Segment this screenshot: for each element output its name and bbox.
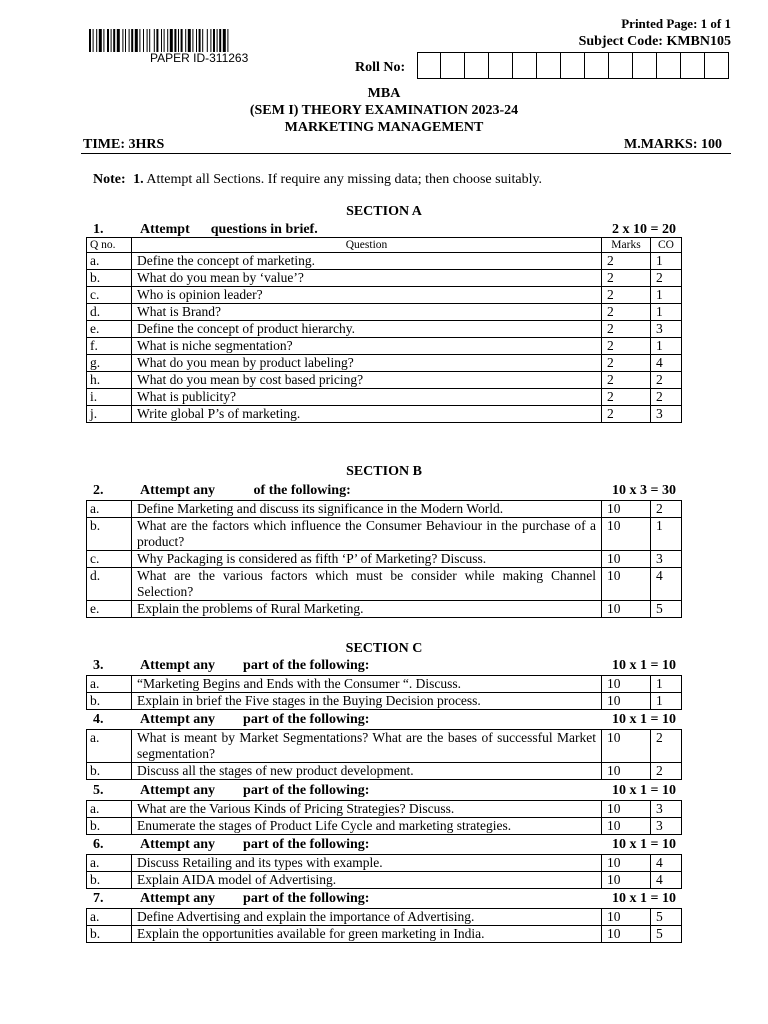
question-label: i. xyxy=(87,389,132,406)
question-marks: 10 x 1 = 10 xyxy=(612,712,676,727)
question-text: Define the concept of product hierarchy. xyxy=(132,321,602,338)
note-text: Attempt all Sections. If require any missing data; then choose suitably. xyxy=(146,172,543,187)
question-text: What do you mean by cost based pricing? xyxy=(132,372,602,389)
barcode-bar xyxy=(199,29,201,52)
barcode-bar xyxy=(107,29,109,52)
barcode-bar xyxy=(93,29,94,52)
question-co-cell: 5 xyxy=(651,601,682,618)
barcode-bar xyxy=(202,29,203,52)
question-text: What is Brand? xyxy=(132,304,602,321)
question-marks-cell: 10 xyxy=(602,730,651,763)
question-text: What do you mean by product labeling? xyxy=(132,355,602,372)
question-5-table xyxy=(86,800,682,835)
question-1-header xyxy=(86,222,682,238)
question-label: c. xyxy=(87,287,132,304)
question-label: a. xyxy=(87,909,132,926)
subject-code: Subject Code: KMBN105 xyxy=(578,34,731,49)
table-row xyxy=(87,568,682,601)
question-marks-cell: 10 xyxy=(602,872,651,889)
question-marks-cell: 10 xyxy=(602,763,651,780)
question-label: d. xyxy=(87,568,132,601)
question-co-cell: 1 xyxy=(651,518,682,551)
question-marks: 10 x 3 = 30 xyxy=(612,483,676,498)
roll-number-box[interactable] xyxy=(538,53,561,78)
barcode-bar xyxy=(223,29,226,52)
program-title: MBA xyxy=(367,86,401,101)
question-marks-cell: 2 xyxy=(602,355,651,372)
question-text: Why Packaging is considered as fifth ‘P’ of Marketing? Discuss. xyxy=(132,551,602,568)
barcode-bar xyxy=(181,29,183,52)
barcode-bar xyxy=(227,29,228,52)
barcode-bar xyxy=(178,29,179,52)
question-7-table xyxy=(86,908,682,943)
question-label: b. xyxy=(87,270,132,287)
question-marks-cell: 10 xyxy=(602,693,651,710)
column-header-question: Question xyxy=(132,238,602,253)
question-marks-cell: 10 xyxy=(602,568,651,601)
question-co-cell: 3 xyxy=(651,818,682,835)
question-instruction: Attempt questions in brief. xyxy=(140,222,318,237)
section-a-table xyxy=(86,237,682,423)
question-3-table xyxy=(86,675,682,710)
question-4-table xyxy=(86,729,682,780)
table-row xyxy=(87,730,682,763)
question-co-cell: 2 xyxy=(651,372,682,389)
question-number: 4. xyxy=(93,712,104,727)
section-b-table xyxy=(86,500,682,618)
question-marks-cell: 2 xyxy=(602,338,651,355)
section-b-title: SECTION B xyxy=(346,464,422,479)
question-marks: 10 x 1 = 10 xyxy=(612,837,676,852)
question-co-cell: 4 xyxy=(651,568,682,601)
barcode-bar xyxy=(113,29,115,52)
roll-number-boxes[interactable] xyxy=(417,52,729,79)
question-co-cell: 2 xyxy=(651,270,682,287)
roll-number-box[interactable] xyxy=(442,53,465,78)
barcode-bar xyxy=(96,29,97,52)
course-title: MARKETING MANAGEMENT xyxy=(284,120,484,135)
question-text: What are the factors which influence the Consumer Behaviour in the purchase of a product? xyxy=(132,518,602,551)
barcode-bar xyxy=(188,29,191,52)
barcode-bar xyxy=(185,29,186,52)
question-co-cell: 1 xyxy=(651,338,682,355)
printed-page: Printed Page: 1 of 1 xyxy=(621,16,731,31)
barcode-bar xyxy=(111,29,112,52)
table-row xyxy=(87,287,682,304)
question-text: What do you mean by ‘value’? xyxy=(132,270,602,287)
barcode-bar xyxy=(156,29,158,52)
question-number: 6. xyxy=(93,837,104,852)
column-header-marks: Marks xyxy=(602,238,651,253)
note-number: 1. xyxy=(133,172,144,187)
question-label: b. xyxy=(87,518,132,551)
question-co-cell: 1 xyxy=(651,693,682,710)
question-co-cell: 5 xyxy=(651,909,682,926)
barcode-bar xyxy=(164,29,165,52)
column-header-qno: Q no. xyxy=(87,238,132,253)
max-marks: M.MARKS: 100 xyxy=(624,137,722,152)
question-5-header xyxy=(86,783,682,799)
question-6-header xyxy=(86,837,682,853)
question-text: “Marketing Begins and Ends with the Consumer “. Discuss. xyxy=(132,676,602,693)
barcode-bar xyxy=(99,29,102,52)
table-row xyxy=(87,253,682,270)
table-row xyxy=(87,355,682,372)
barcode-bar xyxy=(161,29,162,52)
question-marks-cell: 2 xyxy=(602,270,651,287)
question-marks-cell: 2 xyxy=(602,304,651,321)
question-marks: 2 x 10 = 20 xyxy=(612,222,676,237)
question-text: Explain the problems of Rural Marketing. xyxy=(132,601,602,618)
question-7-header xyxy=(86,891,682,907)
question-co-cell: 4 xyxy=(651,355,682,372)
question-co-cell: 1 xyxy=(651,253,682,270)
table-row xyxy=(87,872,682,889)
question-label: e. xyxy=(87,321,132,338)
paper-id: PAPER ID-311263 xyxy=(150,51,249,65)
table-row xyxy=(87,909,682,926)
question-label: e. xyxy=(87,601,132,618)
barcode-bar xyxy=(125,29,126,52)
table-row xyxy=(87,763,682,780)
question-marks: 10 x 1 = 10 xyxy=(612,658,676,673)
note xyxy=(93,172,542,188)
barcode-bar xyxy=(217,29,218,52)
barcode-bar xyxy=(129,29,130,52)
question-marks-cell: 10 xyxy=(602,501,651,518)
table-row xyxy=(87,601,682,618)
question-marks-cell: 2 xyxy=(602,287,651,304)
question-instruction: Attempt any of the following: xyxy=(140,483,351,498)
question-marks-cell: 10 xyxy=(602,518,651,551)
barcode-bar xyxy=(131,29,133,52)
question-text: Explain the opportunities available for green marketing in India. xyxy=(132,926,602,943)
barcode-bar xyxy=(196,29,197,52)
roll-number-box[interactable] xyxy=(466,53,489,78)
question-number: 1. xyxy=(93,222,104,237)
question-number: 2. xyxy=(93,483,104,498)
question-label: g. xyxy=(87,355,132,372)
table-row xyxy=(87,693,682,710)
question-label: b. xyxy=(87,693,132,710)
question-marks-cell: 10 xyxy=(602,926,651,943)
question-marks-cell: 10 xyxy=(602,801,651,818)
column-header-co: CO xyxy=(651,238,682,253)
question-label: b. xyxy=(87,872,132,889)
table-row xyxy=(87,338,682,355)
question-label: h. xyxy=(87,372,132,389)
question-text: What is meant by Market Segmentations? What are the bases of successful Market segmentation? xyxy=(132,730,602,763)
note-label: Note: xyxy=(93,172,126,187)
section-a-title: SECTION A xyxy=(346,204,422,219)
question-instruction: Attempt any part of the following: xyxy=(140,783,370,798)
question-co-cell: 2 xyxy=(651,730,682,763)
table-row xyxy=(87,926,682,943)
question-text: Discuss Retailing and its types with example. xyxy=(132,855,602,872)
question-4-header xyxy=(86,712,682,728)
barcode-bar xyxy=(207,29,208,52)
question-co-cell: 1 xyxy=(651,287,682,304)
table-row xyxy=(87,818,682,835)
question-co-cell: 1 xyxy=(651,304,682,321)
table-row xyxy=(87,551,682,568)
question-co-cell: 2 xyxy=(651,763,682,780)
roll-number-box[interactable] xyxy=(634,53,657,78)
barcode-bar xyxy=(174,29,176,52)
question-marks: 10 x 1 = 10 xyxy=(612,891,676,906)
table-row xyxy=(87,801,682,818)
question-label: a. xyxy=(87,801,132,818)
roll-number-box[interactable] xyxy=(586,53,609,78)
barcode-bar xyxy=(117,29,120,52)
question-text: Explain in brief the Five stages in the Buying Decision process. xyxy=(132,693,602,710)
question-text: Write global P’s of marketing. xyxy=(132,406,602,423)
question-marks-cell: 10 xyxy=(602,551,651,568)
table-row xyxy=(87,389,682,406)
question-instruction: Attempt any part of the following: xyxy=(140,837,370,852)
question-number: 3. xyxy=(93,658,104,673)
exam-title: (SEM I) THEORY EXAMINATION 2023-24 xyxy=(249,103,519,118)
question-label: a. xyxy=(87,253,132,270)
barcode-bar xyxy=(192,29,193,52)
question-text: Define the concept of marketing. xyxy=(132,253,602,270)
question-co-cell: 3 xyxy=(651,406,682,423)
question-label: b. xyxy=(87,763,132,780)
barcode-bar xyxy=(139,29,140,52)
barcode-bar xyxy=(154,29,155,52)
question-text: What are the various factors which must be consider while making Channel Selection? xyxy=(132,568,602,601)
question-text: Define Marketing and discuss its significance in the Modern World. xyxy=(132,501,602,518)
table-row xyxy=(87,321,682,338)
question-text: Enumerate the stages of Product Life Cycle and marketing strategies. xyxy=(132,818,602,835)
barcode-bar xyxy=(170,29,173,52)
question-marks: 10 x 1 = 10 xyxy=(612,783,676,798)
question-marks-cell: 10 xyxy=(602,601,651,618)
roll-number-box[interactable] xyxy=(610,53,633,78)
roll-number-box[interactable] xyxy=(514,53,537,78)
roll-number-box[interactable] xyxy=(418,53,441,78)
question-marks-cell: 2 xyxy=(602,321,651,338)
roll-number-box[interactable] xyxy=(658,53,681,78)
barcode-bar xyxy=(143,29,144,52)
question-label: a. xyxy=(87,855,132,872)
question-marks-cell: 10 xyxy=(602,818,651,835)
table-row xyxy=(87,372,682,389)
table-row xyxy=(87,518,682,551)
roll-number-label: Roll No: xyxy=(355,60,406,75)
roll-number-box[interactable] xyxy=(682,53,705,78)
roll-number-box[interactable] xyxy=(490,53,513,78)
question-co-cell: 4 xyxy=(651,855,682,872)
roll-number-box[interactable] xyxy=(562,53,585,78)
barcode-bar xyxy=(213,29,215,52)
question-text: What are the Various Kinds of Pricing Strategies? Discuss. xyxy=(132,801,602,818)
barcode-bar xyxy=(219,29,221,52)
table-row xyxy=(87,406,682,423)
question-co-cell: 1 xyxy=(651,676,682,693)
question-marks-cell: 2 xyxy=(602,406,651,423)
question-label: f. xyxy=(87,338,132,355)
question-label: a. xyxy=(87,501,132,518)
question-instruction: Attempt any part of the following: xyxy=(140,712,370,727)
question-text: Who is opinion leader? xyxy=(132,287,602,304)
question-label: c. xyxy=(87,551,132,568)
barcode-bar xyxy=(135,29,138,52)
question-marks-cell: 2 xyxy=(602,372,651,389)
section-c-title: SECTION C xyxy=(345,641,423,656)
table-header-row xyxy=(87,238,682,253)
question-co-cell: 2 xyxy=(651,501,682,518)
question-text: Define Advertising and explain the importance of Advertising. xyxy=(132,909,602,926)
barcode xyxy=(89,29,317,52)
question-co-cell: 5 xyxy=(651,926,682,943)
question-label: d. xyxy=(87,304,132,321)
question-text: Explain AIDA model of Advertising. xyxy=(132,872,602,889)
question-co-cell: 3 xyxy=(651,551,682,568)
question-marks-cell: 10 xyxy=(602,909,651,926)
question-number: 5. xyxy=(93,783,104,798)
table-row xyxy=(87,501,682,518)
question-text: What is publicity? xyxy=(132,389,602,406)
barcode-bar xyxy=(167,29,168,52)
question-label: b. xyxy=(87,818,132,835)
question-number: 7. xyxy=(93,891,104,906)
roll-number-box[interactable] xyxy=(706,53,729,78)
barcode-bar xyxy=(103,29,104,52)
table-row xyxy=(87,855,682,872)
barcode-bar xyxy=(210,29,211,52)
question-2-header xyxy=(86,483,682,499)
question-co-cell: 3 xyxy=(651,321,682,338)
question-label: a. xyxy=(87,730,132,763)
question-3-header xyxy=(86,658,682,674)
question-label: b. xyxy=(87,926,132,943)
question-co-cell: 3 xyxy=(651,801,682,818)
question-6-table xyxy=(86,854,682,889)
question-marks-cell: 2 xyxy=(602,253,651,270)
question-instruction: Attempt any part of the following: xyxy=(140,891,370,906)
question-co-cell: 2 xyxy=(651,389,682,406)
barcode-bar xyxy=(89,29,91,52)
question-instruction: Attempt any part of the following: xyxy=(140,658,370,673)
question-marks-cell: 2 xyxy=(602,389,651,406)
question-text: Discuss all the stages of new product development. xyxy=(132,763,602,780)
table-row xyxy=(87,270,682,287)
header-divider xyxy=(81,153,731,154)
exam-time: TIME: 3HRS xyxy=(83,137,165,152)
question-label: a. xyxy=(87,676,132,693)
question-text: What is niche segmentation? xyxy=(132,338,602,355)
barcode-bar xyxy=(147,29,148,52)
question-label: j. xyxy=(87,406,132,423)
barcode-bar xyxy=(122,29,123,52)
question-co-cell: 4 xyxy=(651,872,682,889)
barcode-bar xyxy=(149,29,150,52)
question-marks-cell: 10 xyxy=(602,676,651,693)
table-row xyxy=(87,304,682,321)
question-marks-cell: 10 xyxy=(602,855,651,872)
table-row xyxy=(87,676,682,693)
